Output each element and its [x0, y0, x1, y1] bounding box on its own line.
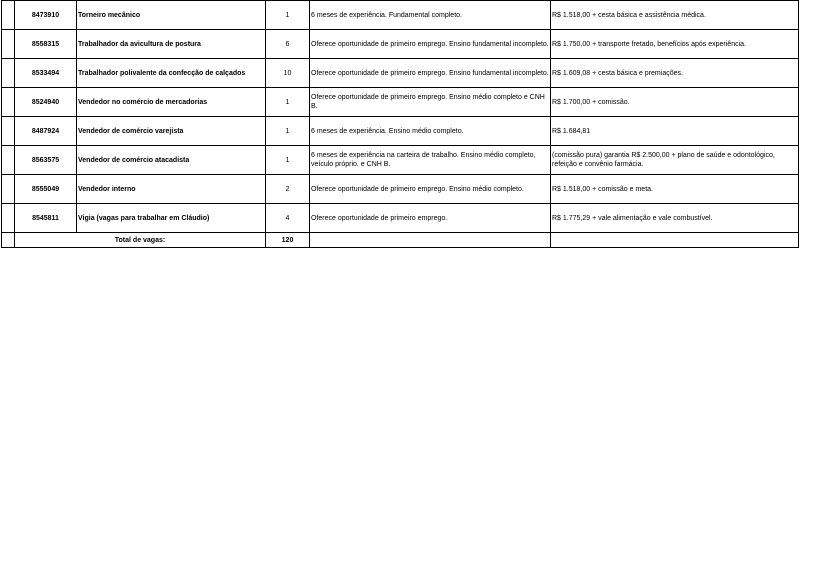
row-blank-cell: [2, 1, 15, 30]
job-salary-benefits: R$ 1.684,81: [551, 117, 799, 146]
job-title: Trabalhador da avicultura de postura: [77, 30, 266, 59]
job-salary-benefits: R$ 1.775,29 + vale alimentação e vale combustível.: [551, 204, 799, 233]
total-blank-cell: [2, 233, 15, 248]
job-quantity: 10: [266, 59, 310, 88]
table-row: [2, 175, 799, 204]
job-quantity: 1: [266, 117, 310, 146]
row-blank-cell: [2, 117, 15, 146]
job-quantity: 1: [266, 1, 310, 30]
job-code: 8563575: [15, 146, 77, 175]
job-quantity: 1: [266, 146, 310, 175]
job-requirements: 6 meses de experiência. Ensino médio completo.: [310, 117, 551, 146]
total-label: Total de vagas:: [15, 233, 266, 248]
row-blank-cell: [2, 59, 15, 88]
job-requirements: Oferece oportunidade de primeiro emprego.: [310, 204, 551, 233]
table-row: [2, 146, 799, 175]
job-code: 8487924: [15, 117, 77, 146]
job-title: Vendedor no comércio de mercadorias: [77, 88, 266, 117]
row-blank-cell: [2, 88, 15, 117]
job-requirements: Oferece oportunidade de primeiro emprego. Ensino fundamental incompleto.: [310, 59, 551, 88]
row-blank-cell: [2, 204, 15, 233]
total-empty-cell: [551, 233, 799, 248]
job-vacancies-table: [1, 0, 799, 248]
job-salary-benefits: R$ 1.700,00 + comissão.: [551, 88, 799, 117]
job-quantity: 2: [266, 175, 310, 204]
job-salary-benefits: R$ 1.518,00 + cesta básica e assistência médica.: [551, 1, 799, 30]
job-rows: [2, 1, 799, 233]
job-requirements: 6 meses de experiência. Fundamental completo.: [310, 1, 551, 30]
job-title: Vendedor interno: [77, 175, 266, 204]
job-title: Vendedor de comércio varejista: [77, 117, 266, 146]
job-requirements: 6 meses de experiência na carteira de trabalho. Ensino médio completo, veículo próprio. e CNH B.: [310, 146, 551, 175]
job-quantity: 1: [266, 88, 310, 117]
table-row: [2, 88, 799, 117]
row-blank-cell: [2, 146, 15, 175]
job-requirements: Oferece oportunidade de primeiro emprego. Ensino médio completo e CNH B.: [310, 88, 551, 117]
job-code: 8533494: [15, 59, 77, 88]
job-salary-benefits: R$ 1.609,08 + cesta básica e premiações.: [551, 59, 799, 88]
total-empty-cell: [310, 233, 551, 248]
job-code: 8473910: [15, 1, 77, 30]
job-code: 8558315: [15, 30, 77, 59]
table-row: [2, 59, 799, 88]
table-row: [2, 30, 799, 59]
job-quantity: 6: [266, 30, 310, 59]
job-quantity: 4: [266, 204, 310, 233]
table-row: [2, 204, 799, 233]
job-code: 8555049: [15, 175, 77, 204]
total-row: [2, 233, 799, 248]
job-title: Vigia (vagas para trabalhar em Cláudio): [77, 204, 266, 233]
job-requirements: Oferece oportunidade de primeiro emprego. Ensino fundamental incompleto.: [310, 30, 551, 59]
row-blank-cell: [2, 30, 15, 59]
job-requirements: Oferece oportunidade de primeiro emprego. Ensino médio completo.: [310, 175, 551, 204]
job-code: 8524940: [15, 88, 77, 117]
job-code: 8545811: [15, 204, 77, 233]
job-title: Trabalhador polivalente da confecção de calçados: [77, 59, 266, 88]
total-value: 120: [266, 233, 310, 248]
job-title: Torneiro mecânico: [77, 1, 266, 30]
job-salary-benefits: R$ 1.750,00 + transporte fretado, benefícios após experiência.: [551, 30, 799, 59]
job-salary-benefits: R$ 1.518,00 + comissão e meta.: [551, 175, 799, 204]
table-row: [2, 1, 799, 30]
job-salary-benefits: (comissão pura) garantia R$ 2.500,00 + plano de saúde e odontológico, refeição e convênio farmácia.: [551, 146, 799, 175]
job-title: Vendedor de comércio atacadista: [77, 146, 266, 175]
row-blank-cell: [2, 175, 15, 204]
table-row: [2, 117, 799, 146]
